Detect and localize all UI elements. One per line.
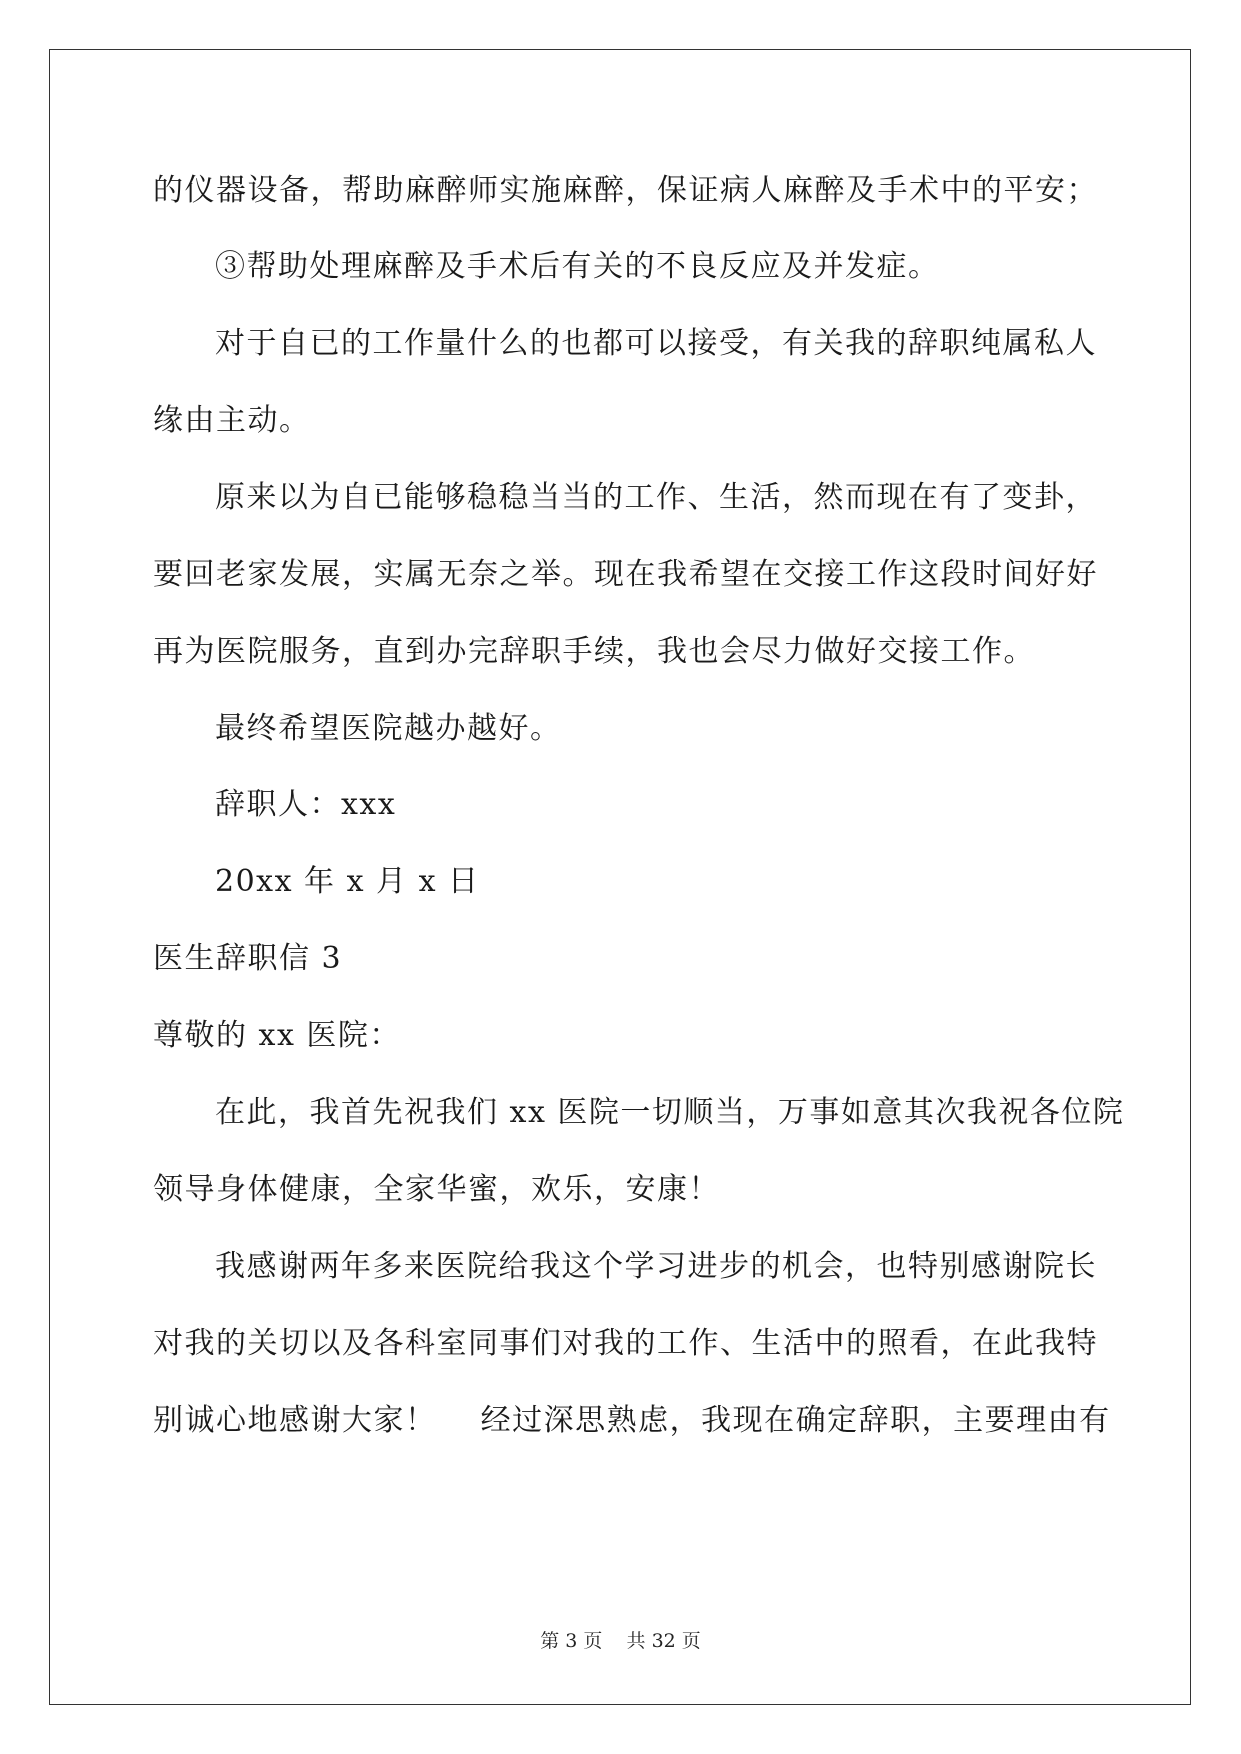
- text-line: 领导身体健康，全家华蜜，欢乐，安康！: [153, 1172, 720, 1207]
- section-title: 医生辞职信 3: [153, 941, 343, 976]
- text-line: 最终希望医院越办越好。: [215, 711, 562, 746]
- text-line: 再为医院服务，直到办完辞职手续，我也会尽力做好交接工作。: [153, 634, 1035, 669]
- text-line: 我感谢两年多来医院给我这个学习进步的机会，也特别感谢院长: [215, 1249, 1097, 1284]
- salutation: 尊敬的 xx 医院：: [153, 1018, 401, 1053]
- signature-line: 辞职人：xxx: [215, 787, 397, 822]
- text-line: 的仪器设备，帮助麻醉师实施麻醉，保证病人麻醉及手术中的平安；: [153, 173, 1098, 208]
- page-number-footer: 第 3 页 共 32 页: [540, 1630, 701, 1652]
- text-line: 在此，我首先祝我们 xx 医院一切顺当，万事如意其次我祝各位院: [215, 1095, 1125, 1130]
- text-line: 要回老家发展，实属无奈之举。现在我希望在交接工作这段时间好好: [153, 557, 1098, 592]
- text-line: 别诚心地感谢大家！ 经过深思熟虑，我现在确定辞职，主要理由有: [153, 1403, 1111, 1438]
- text-line: 原来以为自已能够稳稳当当的工作、生活，然而现在有了变卦，: [215, 480, 1097, 515]
- text-line: 对我的关切以及各科室同事们对我的工作、生活中的照看，在此我特: [153, 1326, 1098, 1361]
- date-line: 20xx 年 x 月 x 日: [215, 864, 480, 899]
- text-line: 缘由主动。: [153, 403, 311, 438]
- text-line: ③帮助处理麻醉及手术后有关的不良反应及并发症。: [215, 249, 940, 284]
- text-line: 对于自已的工作量什么的也都可以接受，有关我的辞职纯属私人: [215, 326, 1097, 361]
